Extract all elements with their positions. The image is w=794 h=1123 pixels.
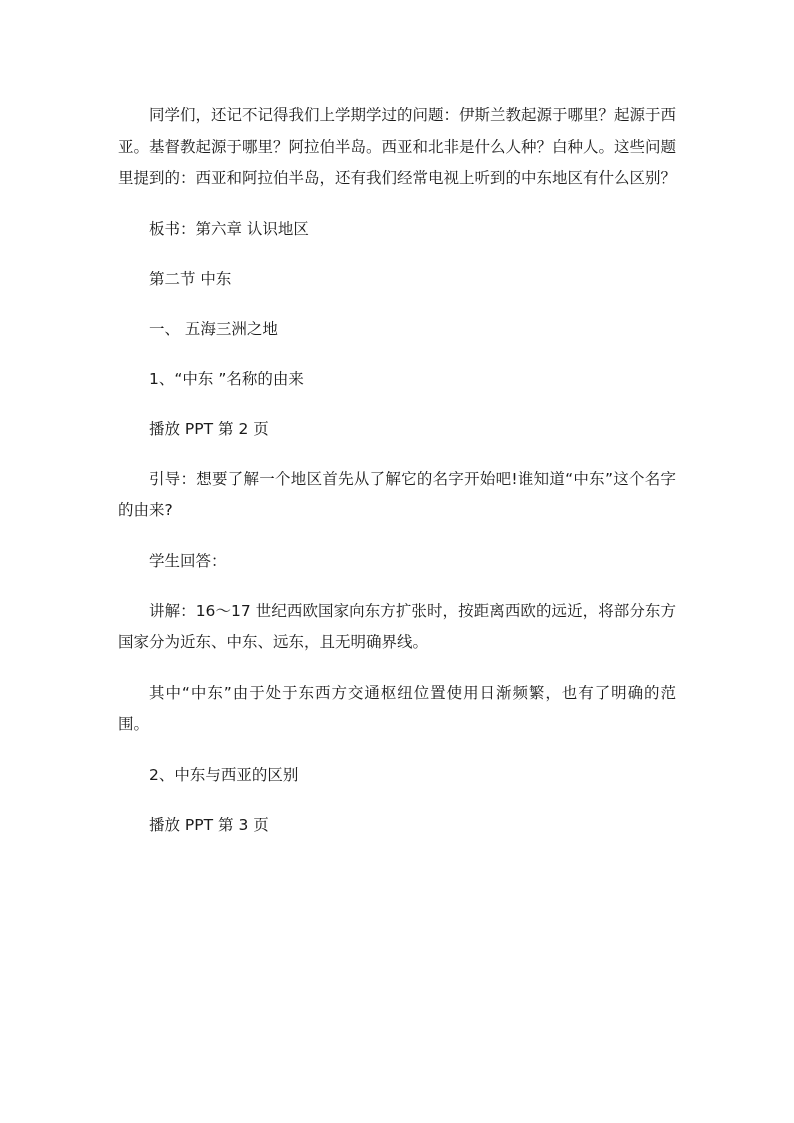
- paragraph-middle-east-scope: 其中“中东”由于处于东西方交通枢纽位置使用日渐频繁，也有了明确的范围。: [118, 683, 676, 733]
- paragraph-play-ppt-page-2: 播放 PPT 第 2 页: [149, 419, 269, 438]
- document-body: [118, 100, 676, 860]
- paragraph-play-ppt-page-3: 播放 PPT 第 3 页: [149, 815, 269, 834]
- paragraph-section-title: 第二节 中东: [149, 269, 232, 288]
- paragraph-explanation: 讲解：16～17 世纪西欧国家向东方扩张时，按距离西欧的远近，将部分东方国家分为近东、中东、远东，且无明确界线。: [118, 601, 676, 651]
- paragraph-guidance: 引导：想要了解一个地区首先从了解它的名字开始吧!谁知道“中东”这个名字的由来?: [118, 469, 676, 519]
- paragraph-heading-one: 一、 五海三洲之地: [149, 319, 278, 338]
- paragraph-blackboard-chapter: 板书：第六章 认识地区: [149, 219, 309, 238]
- paragraph-intro-questions: 同学们，还记不记得我们上学期学过的问题：伊斯兰教起源于哪里？起源于西亚。基督教起源于哪里？阿拉伯半岛。西亚和北非是什么人种？白种人。这些问题里提到的：西亚和阿拉伯半岛，还有我们经常电视上听到的中东地区有什么区别？: [118, 106, 677, 187]
- paragraph-subheading-name-origin: 1、“中东 ”名称的由来: [149, 369, 304, 388]
- paragraph-subheading-difference: 2、中东与西亚的区别: [149, 765, 299, 784]
- paragraph-student-answer: 学生回答：: [149, 551, 227, 570]
